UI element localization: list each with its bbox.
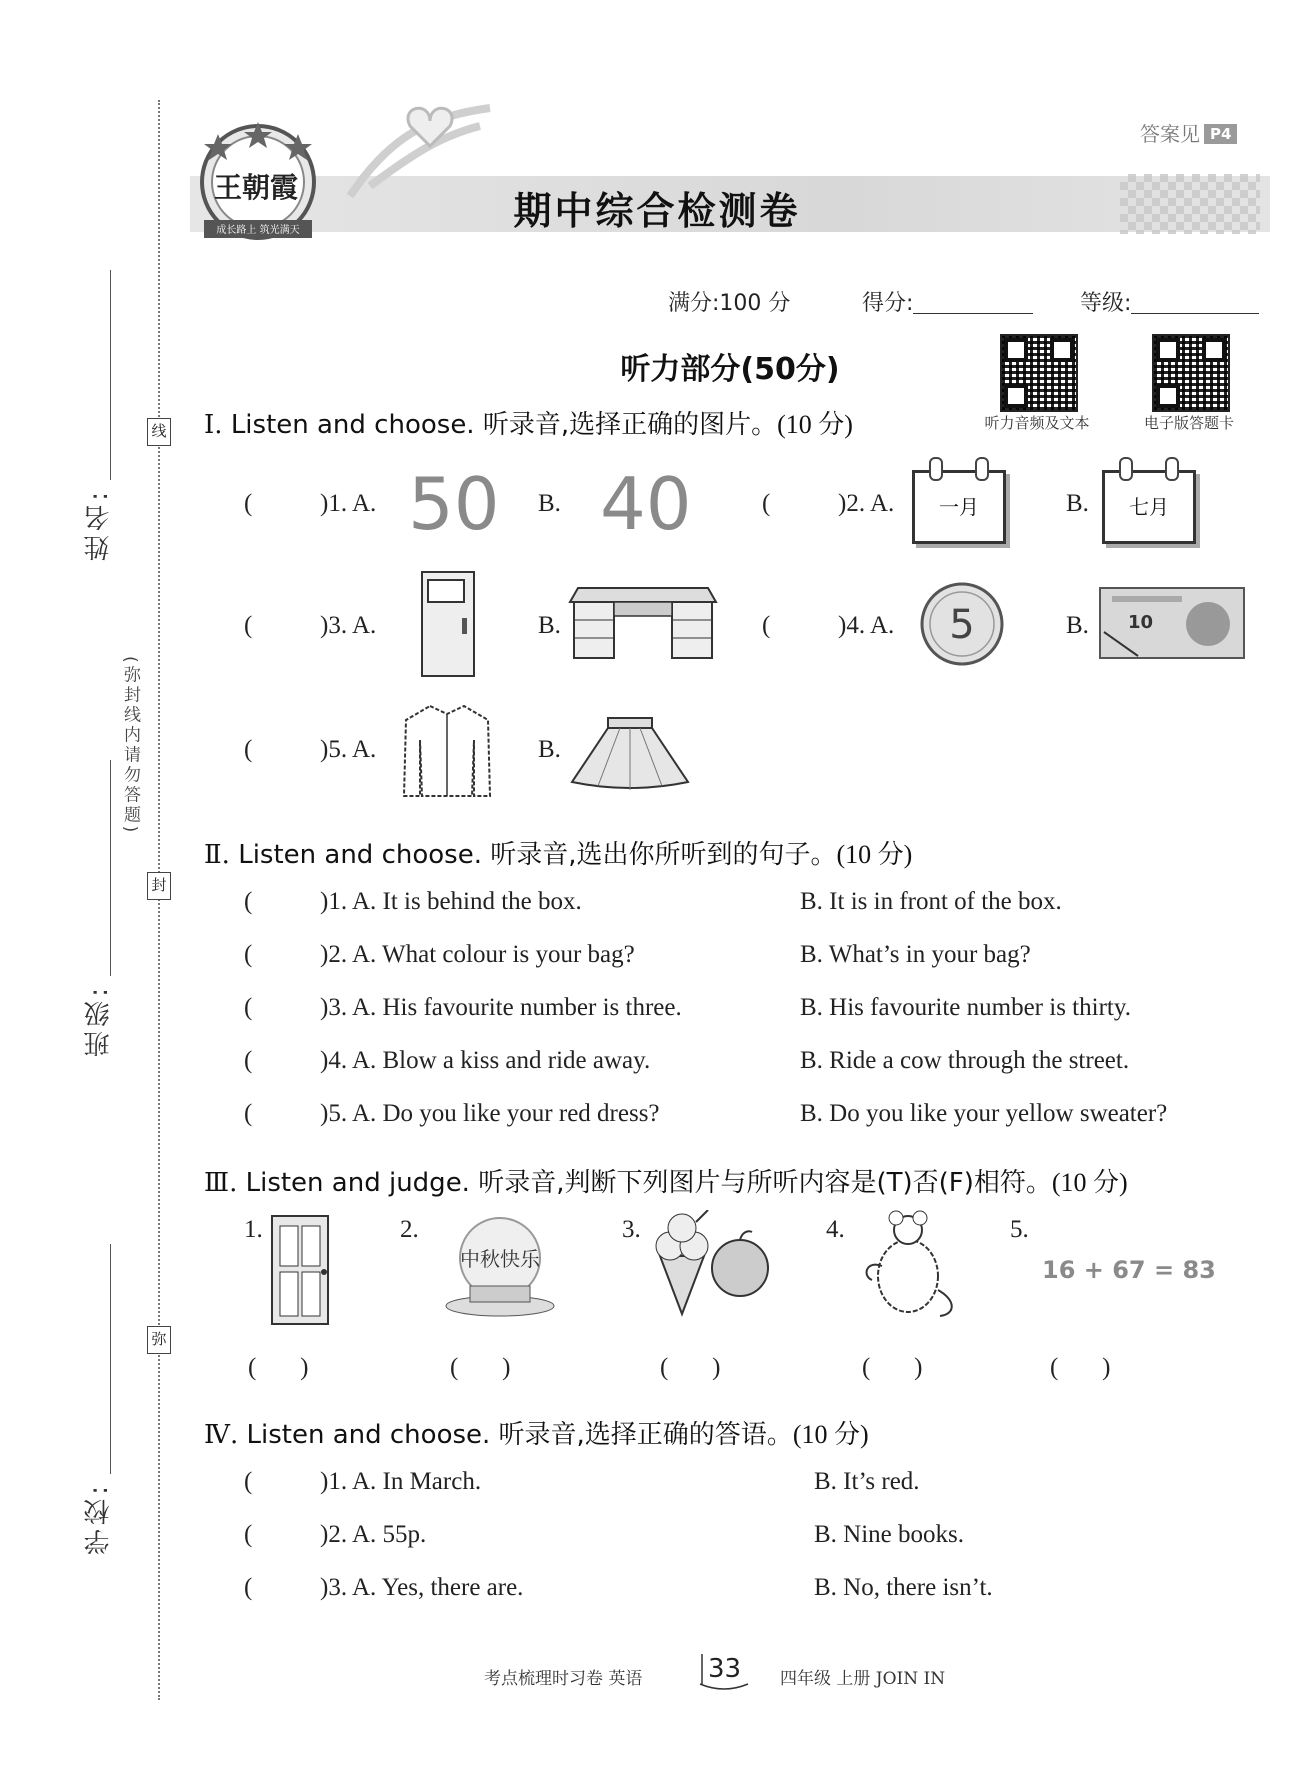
section2-text: Listen and choose. 听录音,选出你所听到的句子。 (238, 840, 837, 870)
full-score: 满分:100 分 (668, 291, 791, 316)
seal-box-mi: 弥 (147, 1326, 171, 1354)
answer-ref-page: P4 (1204, 124, 1237, 144)
s4-q1-option-b: B. It’s red. (814, 1468, 920, 1495)
answer-paren[interactable]: ( (244, 490, 253, 517)
answer-paren[interactable]: ( (244, 1468, 253, 1495)
s4-q2-option-b: B. Nine books. (814, 1521, 964, 1548)
name-label: 姓名: (84, 488, 114, 561)
s4-q2-option-a: )2. A. 55p. (320, 1521, 427, 1548)
grade-blank[interactable] (1131, 291, 1259, 314)
section1-text: Listen and choose. 听录音,选择正确的图片。 (230, 410, 778, 440)
answer-paren[interactable]: ( (244, 888, 253, 915)
answer-ref-text: 答案见 (1140, 122, 1200, 146)
shirt-icon (400, 700, 494, 800)
section2-heading (204, 834, 912, 871)
listening-section-title: 听力部分(50分) (620, 352, 840, 387)
q3-option-b-label: B. (538, 612, 561, 639)
seal-box-line: 线 (147, 418, 171, 446)
score-label: 得分: (862, 291, 914, 316)
answer-paren[interactable]: ( (244, 1100, 253, 1127)
section4-text: Listen and choose. 听录音,选择正确的答语。 (246, 1420, 793, 1450)
class-blank[interactable] (110, 760, 111, 976)
s3-answer-3[interactable]: ( ) (660, 1354, 721, 1381)
q2-option-a-calendar (912, 470, 1006, 544)
math-equation: 16 + 67 = 83 (1042, 1256, 1216, 1284)
score-field (862, 286, 1033, 317)
score-blank[interactable] (913, 291, 1033, 314)
mouse-icon (852, 1210, 962, 1320)
seal-dotted-line (158, 100, 160, 1700)
answer-paren[interactable]: ( (244, 1047, 253, 1074)
s2-q3-option-a: )3. A. His favourite number is three. (320, 994, 682, 1021)
q4-coin-value: 5 (949, 602, 975, 648)
section3-text: Listen and judge. 听录音,判断下列图片与所听内容是(T)否(F)相符。 (245, 1168, 1052, 1198)
s2-q1-option-b: B. It is in front of the box. (800, 888, 1062, 915)
door-icon (418, 568, 480, 680)
answer-paren[interactable]: ( (244, 1574, 253, 1601)
seal-notice: (弥封线内请勿答题) (120, 656, 140, 836)
answer-paren[interactable]: ( (244, 994, 253, 1021)
answer-paren[interactable]: ( (244, 1521, 253, 1548)
grade-field (1080, 286, 1259, 317)
seal-box-feng: 封 (147, 872, 171, 900)
s2-q2-option-a: )2. A. What colour is your bag? (320, 941, 635, 968)
q5-number: )5. A. (320, 736, 377, 763)
school-blank[interactable] (110, 1244, 111, 1474)
s3-num-1: 1. (244, 1216, 263, 1243)
school-label: 学校: (84, 1482, 114, 1555)
grade-label: 等级: (1080, 291, 1132, 316)
answer-paren[interactable]: ( (244, 736, 253, 763)
s4-q1-option-a: )1. A. In March. (320, 1468, 482, 1495)
q2-option-b-month: 七月 (1129, 495, 1169, 519)
page-number: 33 (708, 1654, 742, 1684)
answer-paren[interactable]: ( (762, 490, 771, 517)
q2-option-b-calendar (1102, 470, 1196, 544)
q4-number: )4. A. (838, 612, 895, 639)
q1-option-a-number: 50 (408, 462, 500, 546)
q1-option-b-number: 40 (600, 462, 692, 546)
answer-paren[interactable]: ( (244, 612, 253, 639)
q3-number: )3. A. (320, 612, 377, 639)
section1-points: (10 分) (777, 410, 853, 439)
section3-points: (10 分) (1051, 1168, 1128, 1197)
s2-q4-option-a: )4. A. Blow a kiss and ride away. (320, 1047, 651, 1074)
door-icon (268, 1210, 338, 1330)
answer-paren[interactable]: ( (762, 612, 771, 639)
section4-heading (204, 1414, 869, 1451)
s2-q5-option-a: )5. A. Do you like your red dress? (320, 1100, 660, 1127)
logo-subtext: 成长路上 筑光满天 (216, 225, 300, 236)
qr-caption-answer-card: 电子版答题卡 (1143, 414, 1234, 432)
section3-roman: Ⅲ. (204, 1168, 238, 1198)
s4-q3-option-a: )3. A. Yes, there are. (320, 1574, 524, 1601)
skirt-icon (568, 714, 692, 790)
icecream-and-apple-icon (648, 1210, 774, 1320)
section3-heading (204, 1162, 1128, 1199)
s2-q1-option-a: )1. A. It is behind the box. (320, 888, 582, 915)
q2-option-b-label: B. (1066, 490, 1089, 517)
section1-heading (204, 404, 853, 441)
s3-num-2: 2. (400, 1216, 419, 1243)
s2-q3-option-b: B. His favourite number is thirty. (800, 994, 1131, 1021)
s3-num-4: 4. (826, 1216, 845, 1243)
s3-answer-5[interactable]: ( ) (1050, 1354, 1111, 1381)
footer-left: 考点梳理时习卷 英语 (484, 1669, 643, 1689)
q2-number: )2. A. (838, 490, 895, 517)
banknote-icon (1098, 586, 1246, 660)
desk-icon (568, 580, 718, 666)
festival-text: 中秋快乐 (460, 1247, 540, 1271)
answer-reference (1140, 118, 1237, 147)
section4-points: (10 分) (792, 1420, 869, 1449)
qr-code-answer-card[interactable] (1152, 334, 1230, 412)
s4-q3-option-b: B. No, there isn’t. (814, 1574, 993, 1601)
section2-roman: Ⅱ. (204, 840, 230, 870)
section2-points: (10 分) (836, 840, 913, 869)
s3-answer-4[interactable]: ( ) (862, 1354, 923, 1381)
q2-option-a-month: 一月 (939, 495, 979, 519)
q1-number: )1. A. (320, 490, 377, 517)
s2-q5-option-b: B. Do you like your yellow sweater? (800, 1100, 1168, 1127)
q4-option-b-label: B. (1066, 612, 1089, 639)
q4-note-value: 10 (1128, 612, 1154, 633)
s3-answer-1[interactable]: ( ) (248, 1354, 309, 1381)
coin-icon (918, 580, 1006, 668)
qr-code-audio[interactable] (1000, 334, 1078, 412)
logo-text: 王朝霞 (214, 171, 299, 204)
s3-num-5: 5. (1010, 1216, 1029, 1243)
section4-roman: Ⅳ. (204, 1420, 239, 1450)
mid-autumn-icon (440, 1214, 560, 1318)
footer-right: 四年级 上册 JOIN IN (780, 1669, 946, 1689)
qr-caption-audio: 听力音频及文本 (984, 414, 1090, 432)
s2-q2-option-b: B. What’s in your bag? (800, 941, 1031, 968)
s3-num-3: 3. (622, 1216, 641, 1243)
page-title: 期中综合检测卷 (513, 189, 801, 233)
section1-roman: Ⅰ. (204, 410, 223, 440)
class-label: 班级: (84, 984, 114, 1057)
s2-q4-option-b: B. Ride a cow through the street. (800, 1047, 1130, 1074)
q5-option-b-label: B. (538, 736, 561, 763)
q1-option-b-label: B. (538, 490, 561, 517)
answer-paren[interactable]: ( (244, 941, 253, 968)
s3-answer-2[interactable]: ( ) (450, 1354, 511, 1381)
